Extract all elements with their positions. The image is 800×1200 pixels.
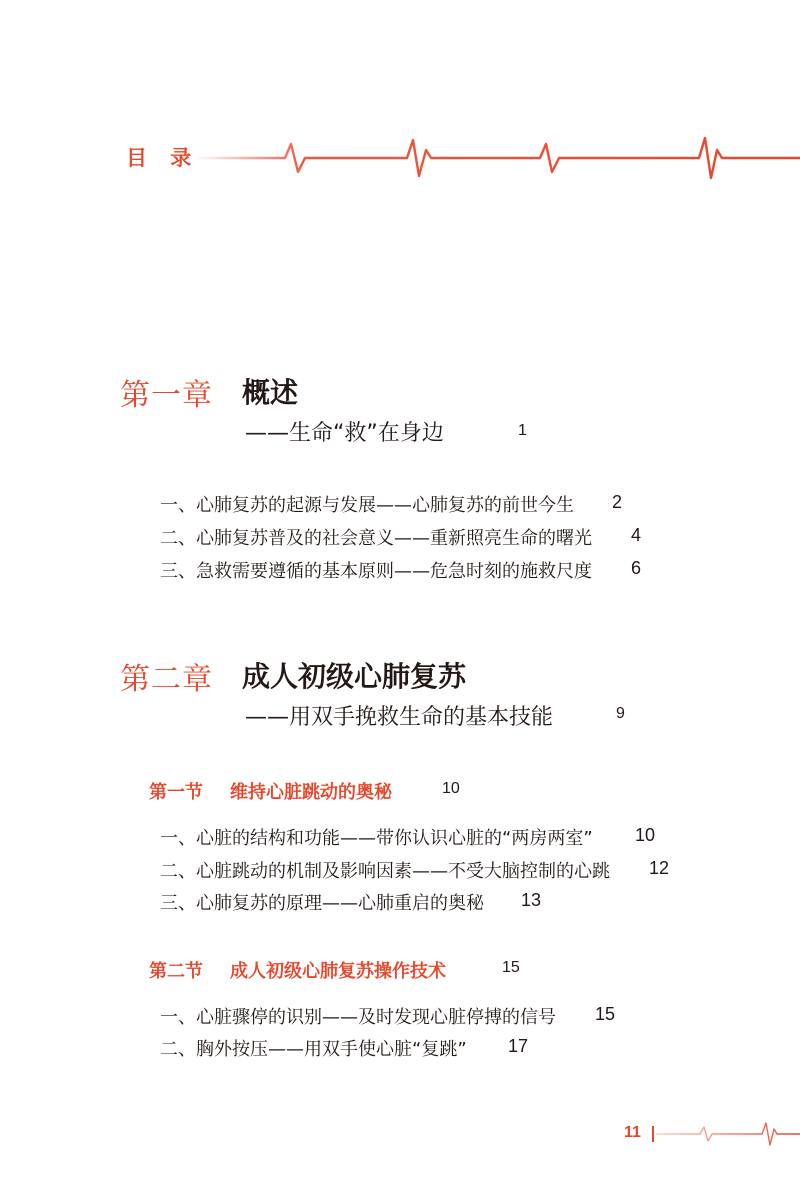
- ecg-heartbeat-line-icon: [195, 128, 800, 184]
- chapter-2-page: 9: [616, 705, 625, 722]
- toc-entry[interactable]: 一、心脏的结构和功能——带你认识心脏的“两房两室”: [160, 828, 593, 849]
- chapter-2-subtitle: ——用双手挽救生命的基本技能: [245, 705, 554, 730]
- chapter-2-title: 成人初级心肺复苏: [242, 660, 467, 693]
- section-2-label: 第二节: [149, 961, 203, 982]
- toc-entry[interactable]: 三、心肺复苏的原理——心肺重启的奥秘: [160, 893, 484, 914]
- page-number: 11: [624, 1124, 641, 1141]
- toc-entry-page: 17: [508, 1036, 529, 1056]
- section-2-page: 15: [502, 959, 520, 976]
- toc-entry-page: 6: [631, 558, 642, 578]
- chapter-1-page: 1: [518, 422, 527, 439]
- chapter-1-title: 概述: [242, 376, 299, 409]
- toc-entry-page: 2: [612, 492, 623, 512]
- footer-divider: [652, 1126, 654, 1142]
- toc-entry[interactable]: 三、急救需要遵循的基本原则——危急时刻的施救尺度: [160, 561, 592, 582]
- ecg-heartbeat-line-icon: [656, 1118, 800, 1148]
- section-1-label: 第一节: [149, 782, 203, 803]
- toc-entry[interactable]: 二、心肺复苏普及的社会意义——重新照亮生命的曙光: [160, 528, 592, 549]
- toc-entry-page: 15: [595, 1004, 616, 1024]
- chapter-2-label: 第二章: [120, 662, 213, 697]
- chapter-1-label: 第一章: [120, 378, 213, 413]
- toc-entry[interactable]: 一、心肺复苏的起源与发展——心肺复苏的前世今生: [160, 495, 574, 516]
- toc-entry-page: 12: [649, 858, 670, 878]
- toc-title: 目 录: [126, 146, 200, 170]
- section-1-page: 10: [442, 780, 460, 797]
- section-1-title: 维持心脏跳动的奥秘: [230, 782, 392, 803]
- toc-entry-page: 13: [521, 890, 542, 910]
- toc-entry[interactable]: 二、心脏跳动的机制及影响因素——不受大脑控制的心跳: [160, 861, 610, 882]
- toc-entry-page: 4: [631, 525, 642, 545]
- chapter-1-subtitle: ——生命“救”在身边: [245, 421, 444, 446]
- toc-entry[interactable]: 二、胸外按压——用双手使心脏“复跳”: [160, 1039, 467, 1060]
- toc-entry-page: 10: [635, 825, 656, 845]
- toc-entry[interactable]: 一、心脏骤停的识别——及时发现心脏停搏的信号: [160, 1007, 556, 1028]
- section-2-title: 成人初级心肺复苏操作技术: [230, 961, 446, 982]
